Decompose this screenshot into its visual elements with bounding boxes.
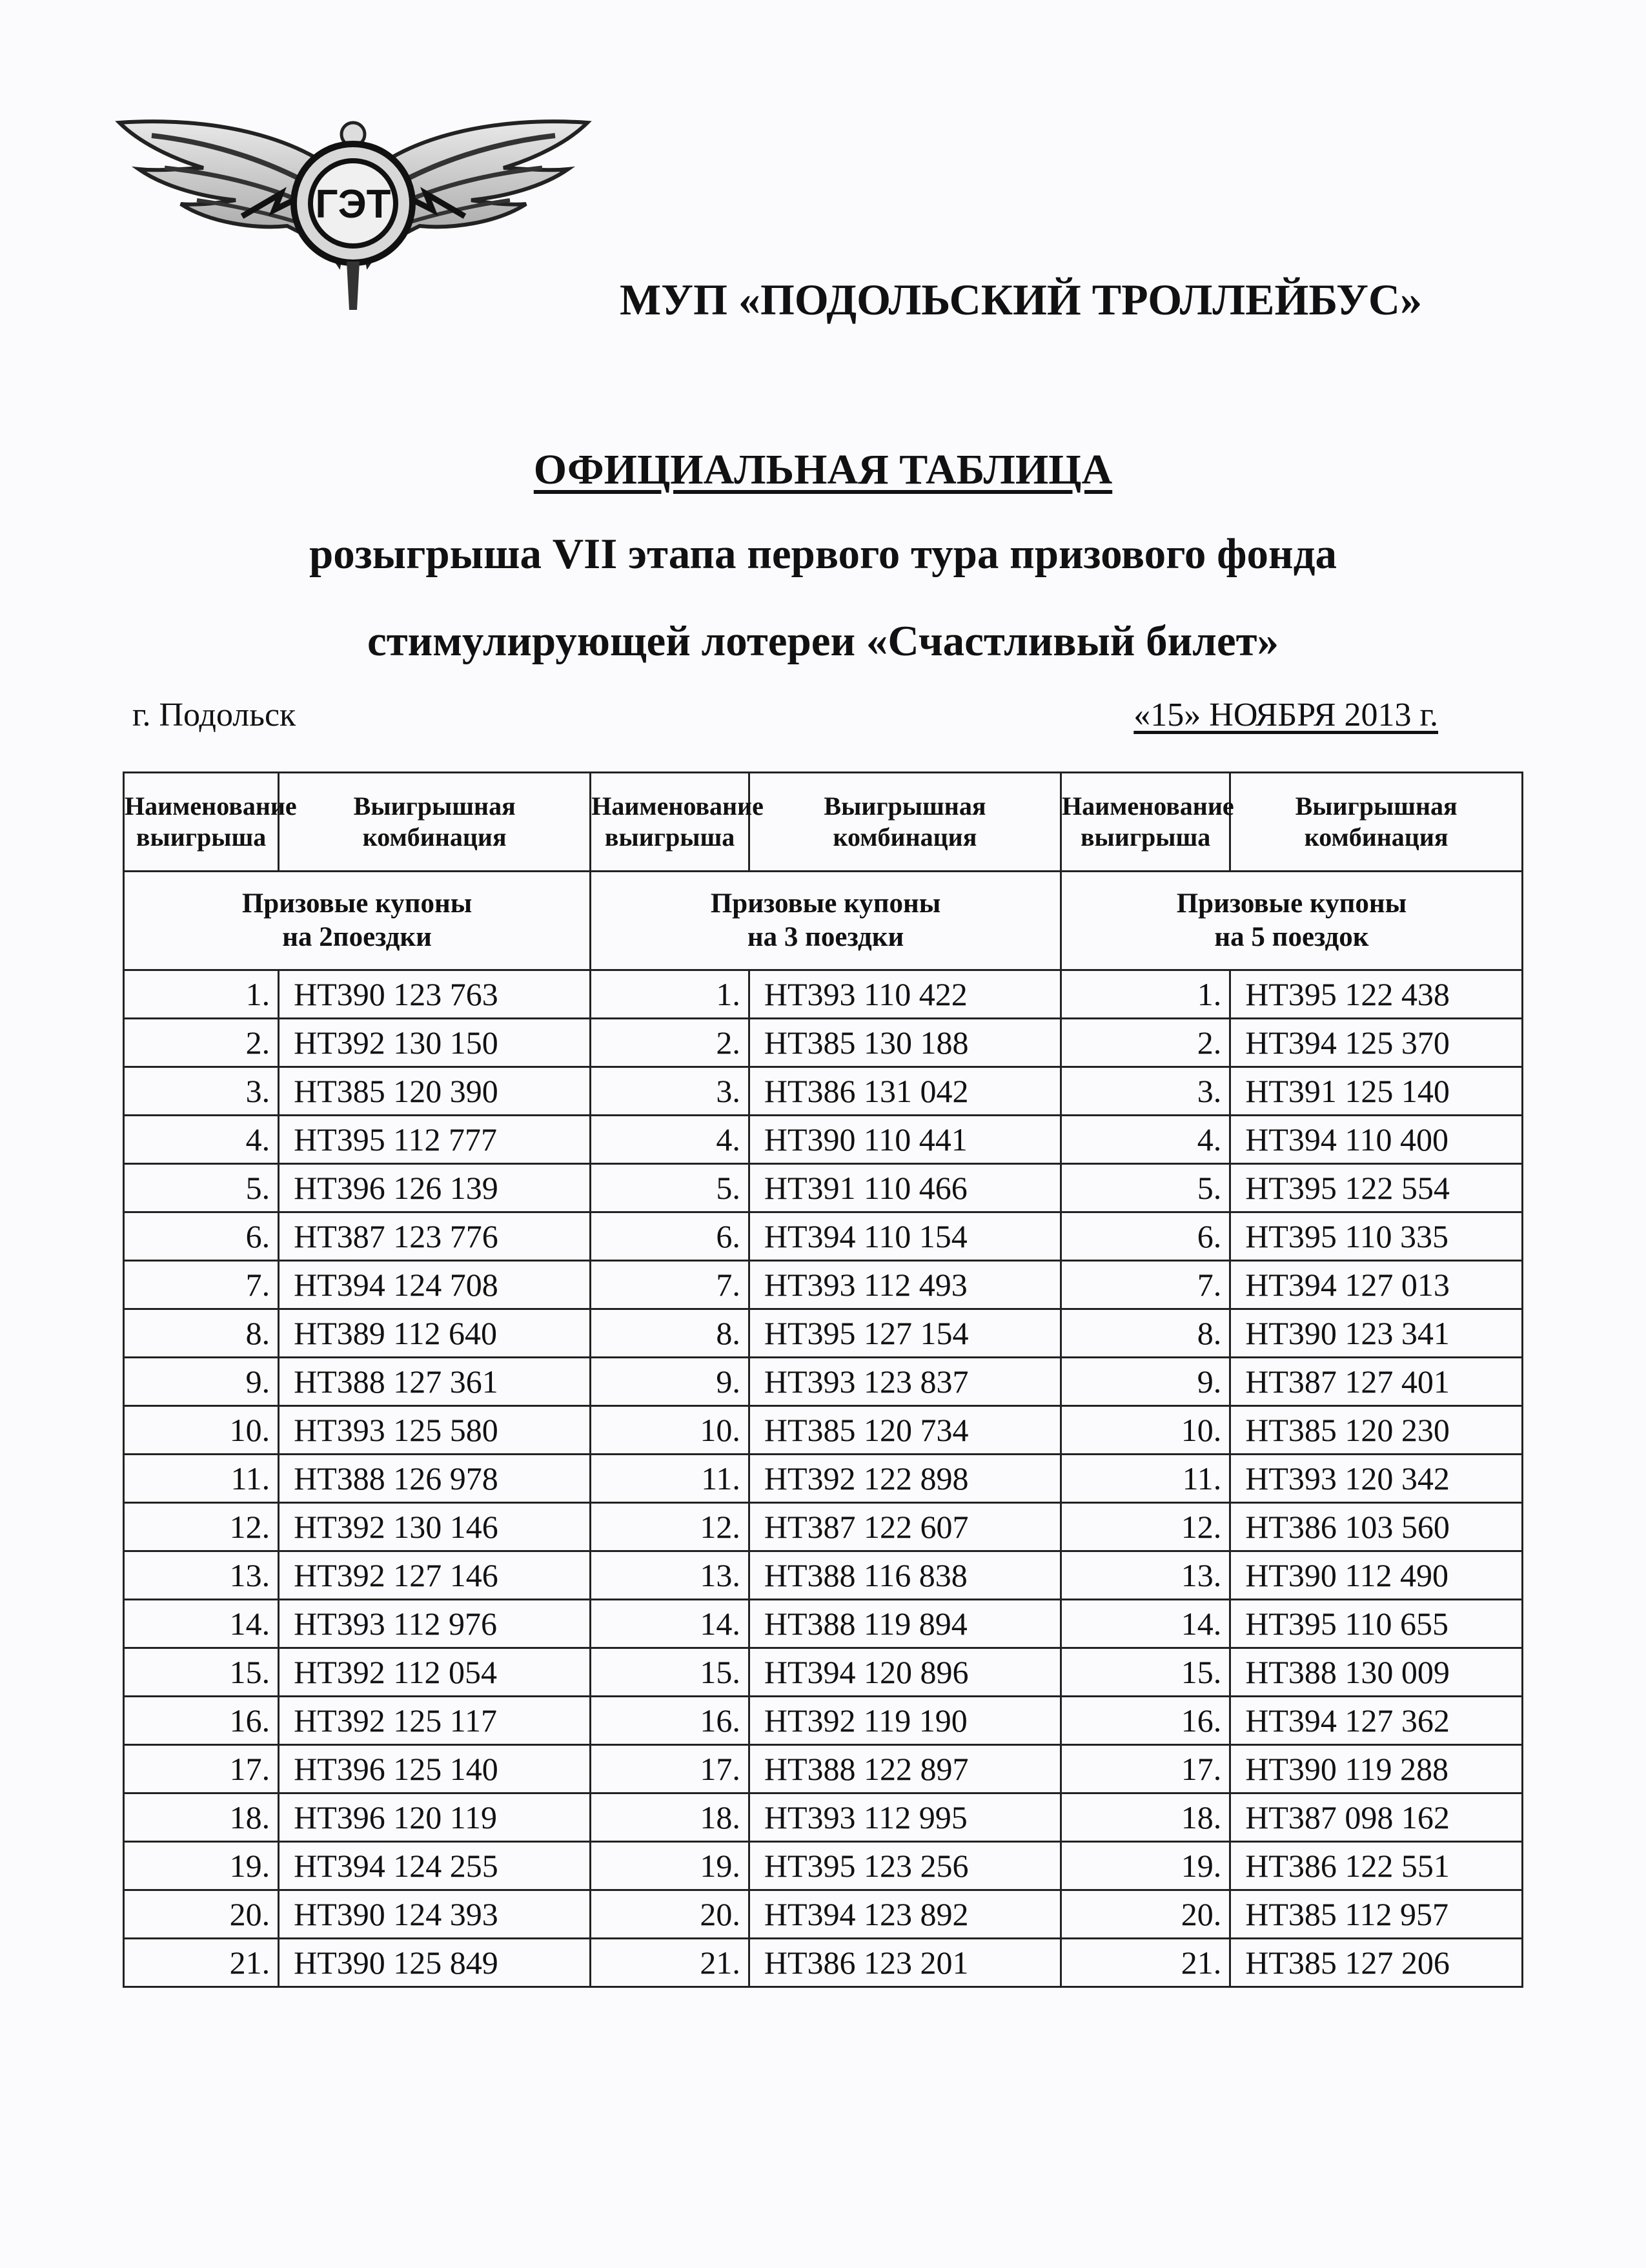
row-number: 19. (1061, 1842, 1230, 1890)
winning-combinations-table (123, 771, 1523, 1988)
row-number: 16. (124, 1697, 279, 1745)
ticket-code: НТ395 127 154 (749, 1309, 1061, 1358)
ticket-code: НТ393 112 995 (749, 1793, 1061, 1842)
table-row (124, 1793, 1523, 1842)
ticket-code: НТ386 122 551 (1230, 1842, 1523, 1890)
header-prize-name: Наименование выигрыша (591, 773, 749, 872)
row-number: 1. (124, 970, 279, 1019)
row-number: 8. (591, 1309, 749, 1358)
ticket-code: НТ386 123 201 (749, 1939, 1061, 1987)
row-number: 13. (1061, 1551, 1230, 1600)
row-number: 11. (124, 1455, 279, 1503)
ticket-code: НТ393 125 580 (279, 1406, 591, 1455)
table-row (124, 1406, 1523, 1455)
table-row (124, 1551, 1523, 1600)
ticket-code: НТ390 123 763 (279, 970, 591, 1019)
ticket-code: НТ385 120 390 (279, 1067, 591, 1116)
ticket-code: НТ393 112 493 (749, 1261, 1061, 1309)
ticket-code: НТ392 130 150 (279, 1019, 591, 1067)
row-number: 20. (591, 1890, 749, 1939)
ticket-code: НТ392 112 054 (279, 1648, 591, 1697)
table-row (124, 1309, 1523, 1358)
row-number: 3. (591, 1067, 749, 1116)
ticket-code: НТ390 124 393 (279, 1890, 591, 1939)
row-number: 2. (124, 1019, 279, 1067)
table-row (124, 1455, 1523, 1503)
table-row (124, 1600, 1523, 1648)
row-number: 21. (124, 1939, 279, 1987)
row-number: 15. (1061, 1648, 1230, 1697)
row-number: 1. (591, 970, 749, 1019)
ticket-code: НТ395 122 554 (1230, 1164, 1523, 1212)
row-number: 13. (591, 1551, 749, 1600)
row-number: 11. (591, 1455, 749, 1503)
row-number: 3. (1061, 1067, 1230, 1116)
ticket-code: НТ388 116 838 (749, 1551, 1061, 1600)
row-number: 19. (124, 1842, 279, 1890)
organization-name: МУП «ПОДОЛЬСКИЙ ТРОЛЛЕЙБУС» (620, 275, 1422, 324)
ticket-code: НТ394 110 154 (749, 1212, 1061, 1261)
ticket-code: НТ388 127 361 (279, 1358, 591, 1406)
ticket-code: НТ394 127 013 (1230, 1261, 1523, 1309)
ticket-code: НТ387 127 401 (1230, 1358, 1523, 1406)
ticket-code: НТ387 123 776 (279, 1212, 591, 1261)
ticket-code: НТ395 112 777 (279, 1116, 591, 1164)
table-row (124, 1890, 1523, 1939)
row-number: 8. (1061, 1309, 1230, 1358)
table-row (124, 1697, 1523, 1745)
row-number: 5. (591, 1164, 749, 1212)
row-number: 8. (124, 1309, 279, 1358)
ticket-code: НТ385 112 957 (1230, 1890, 1523, 1939)
row-number: 2. (591, 1019, 749, 1067)
ticket-code: НТ390 125 849 (279, 1939, 591, 1987)
row-number: 15. (124, 1648, 279, 1697)
ticket-code: НТ386 131 042 (749, 1067, 1061, 1116)
row-number: 1. (1061, 970, 1230, 1019)
row-number: 19. (591, 1842, 749, 1890)
row-number: 4. (1061, 1116, 1230, 1164)
row-number: 12. (124, 1503, 279, 1551)
ticket-code: НТ394 124 255 (279, 1842, 591, 1890)
ticket-code: НТ387 098 162 (1230, 1793, 1523, 1842)
table-row (124, 970, 1523, 1019)
table-row (124, 1939, 1523, 1987)
table-row (124, 1212, 1523, 1261)
ticket-code: НТ392 122 898 (749, 1455, 1061, 1503)
table-header-row (124, 773, 1523, 872)
header-winning-combination: Выигрышная комбинация (279, 773, 591, 872)
document-subtitle-line2: стимулирующей лотереи «Счастливый билет» (367, 617, 1279, 665)
ticket-code: НТ395 122 438 (1230, 970, 1523, 1019)
ticket-code: НТ392 130 146 (279, 1503, 591, 1551)
ticket-code: НТ390 119 288 (1230, 1745, 1523, 1793)
row-number: 20. (1061, 1890, 1230, 1939)
row-number: 16. (591, 1697, 749, 1745)
ticket-code: НТ388 130 009 (1230, 1648, 1523, 1697)
row-number: 21. (1061, 1939, 1230, 1987)
row-number: 11. (1061, 1455, 1230, 1503)
section-5-trips: Призовые купоны на 5 поездок (1061, 872, 1522, 970)
date-label: «15» НОЯБРЯ 2013 г. (1133, 697, 1438, 733)
row-number: 16. (1061, 1697, 1230, 1745)
ticket-code: НТ396 120 119 (279, 1793, 591, 1842)
ticket-code: НТ394 123 892 (749, 1890, 1061, 1939)
ticket-code: НТ385 130 188 (749, 1019, 1061, 1067)
ticket-code: НТ394 120 896 (749, 1648, 1061, 1697)
section-2-trips: Призовые купоны на 2поездки (124, 872, 591, 970)
row-number: 14. (591, 1600, 749, 1648)
row-number: 6. (591, 1212, 749, 1261)
ticket-code: НТ385 127 206 (1230, 1939, 1523, 1987)
ticket-code: НТ396 126 139 (279, 1164, 591, 1212)
svg-text:ГЭТ: ГЭТ (315, 182, 391, 227)
ticket-code: НТ391 110 466 (749, 1164, 1061, 1212)
ticket-code: НТ386 103 560 (1230, 1503, 1523, 1551)
ticket-code: НТ387 122 607 (749, 1503, 1061, 1551)
ticket-code: НТ394 124 708 (279, 1261, 591, 1309)
document-title: ОФИЦИАЛЬНАЯ ТАБЛИЦА (533, 446, 1113, 493)
wings-emblem-logo (113, 97, 594, 320)
ticket-code: НТ393 112 976 (279, 1600, 591, 1648)
ticket-code: НТ388 122 897 (749, 1745, 1061, 1793)
table-row (124, 1164, 1523, 1212)
ticket-code: НТ390 123 341 (1230, 1309, 1523, 1358)
row-number: 6. (124, 1212, 279, 1261)
ticket-code: НТ392 119 190 (749, 1697, 1061, 1745)
row-number: 9. (1061, 1358, 1230, 1406)
ticket-code: НТ393 110 422 (749, 970, 1061, 1019)
table-row (124, 1116, 1523, 1164)
row-number: 13. (124, 1551, 279, 1600)
row-number: 15. (591, 1648, 749, 1697)
ticket-code: НТ390 112 490 (1230, 1551, 1523, 1600)
row-number: 18. (1061, 1793, 1230, 1842)
row-number: 7. (591, 1261, 749, 1309)
ticket-code: НТ391 125 140 (1230, 1067, 1523, 1116)
ticket-code: НТ395 110 655 (1230, 1600, 1523, 1648)
header-winning-combination: Выигрышная комбинация (749, 773, 1061, 872)
ticket-code: НТ394 110 400 (1230, 1116, 1523, 1164)
section-3-trips: Призовые купоны на 3 поездки (591, 872, 1061, 970)
section-row (124, 872, 1523, 970)
header-winning-combination: Выигрышная комбинация (1230, 773, 1523, 872)
ticket-code: НТ396 125 140 (279, 1745, 591, 1793)
ticket-code: НТ395 123 256 (749, 1842, 1061, 1890)
table-row (124, 1067, 1523, 1116)
row-number: 20. (124, 1890, 279, 1939)
ticket-code: НТ394 125 370 (1230, 1019, 1523, 1067)
table-row (124, 1019, 1523, 1067)
row-number: 12. (591, 1503, 749, 1551)
row-number: 4. (591, 1116, 749, 1164)
row-number: 14. (124, 1600, 279, 1648)
row-number: 10. (124, 1406, 279, 1455)
ticket-code: НТ394 127 362 (1230, 1697, 1523, 1745)
table-row (124, 1745, 1523, 1793)
table-row (124, 1503, 1523, 1551)
row-number: 17. (1061, 1745, 1230, 1793)
row-number: 3. (124, 1067, 279, 1116)
ticket-code: НТ388 126 978 (279, 1455, 591, 1503)
ticket-code: НТ392 127 146 (279, 1551, 591, 1600)
ticket-code: НТ390 110 441 (749, 1116, 1061, 1164)
row-number: 17. (124, 1745, 279, 1793)
ticket-code: НТ392 125 117 (279, 1697, 591, 1745)
city-label: г. Подольск (132, 697, 296, 733)
table-row (124, 1261, 1523, 1309)
table-row (124, 1648, 1523, 1697)
row-number: 7. (1061, 1261, 1230, 1309)
ticket-code: НТ388 119 894 (749, 1600, 1061, 1648)
row-number: 5. (124, 1164, 279, 1212)
row-number: 7. (124, 1261, 279, 1309)
row-number: 10. (591, 1406, 749, 1455)
header-prize-name: Наименование выигрыша (1061, 773, 1230, 872)
row-number: 14. (1061, 1600, 1230, 1648)
row-number: 17. (591, 1745, 749, 1793)
row-number: 21. (591, 1939, 749, 1987)
ticket-code: НТ385 120 734 (749, 1406, 1061, 1455)
document-subtitle-line1: розыгрыша VII этапа первого тура призового фонда (309, 530, 1337, 578)
ticket-code: НТ393 123 837 (749, 1358, 1061, 1406)
header-prize-name: Наименование выигрыша (124, 773, 279, 872)
ticket-code: НТ385 120 230 (1230, 1406, 1523, 1455)
row-number: 9. (124, 1358, 279, 1406)
row-number: 2. (1061, 1019, 1230, 1067)
row-number: 12. (1061, 1503, 1230, 1551)
row-number: 4. (124, 1116, 279, 1164)
ticket-code: НТ389 112 640 (279, 1309, 591, 1358)
ticket-code: НТ395 110 335 (1230, 1212, 1523, 1261)
table-row (124, 1358, 1523, 1406)
row-number: 9. (591, 1358, 749, 1406)
row-number: 18. (124, 1793, 279, 1842)
row-number: 10. (1061, 1406, 1230, 1455)
row-number: 18. (591, 1793, 749, 1842)
ticket-code: НТ393 120 342 (1230, 1455, 1523, 1503)
row-number: 5. (1061, 1164, 1230, 1212)
row-number: 6. (1061, 1212, 1230, 1261)
table-row (124, 1842, 1523, 1890)
